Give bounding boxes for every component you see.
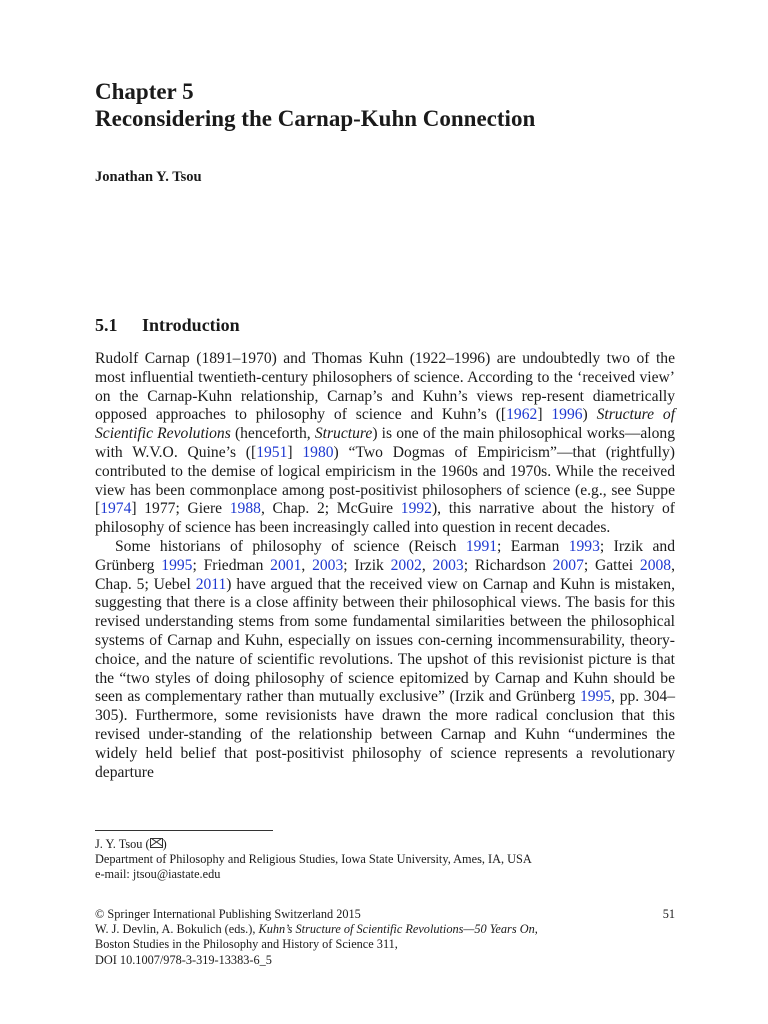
text-run: ] bbox=[537, 406, 552, 424]
section-heading bbox=[95, 315, 240, 336]
footnote-divider bbox=[95, 830, 273, 831]
citation-link[interactable]: 1988 bbox=[229, 500, 261, 518]
text-run: ) have argued that the received view on Carnap and Kuhn is mistaken, suggesting that there is a close affinity between their philosophical views. The basis for this revised understanding stems from some fundamental similarities between the philosophical systems of Carnap and Kuhn, especially on issues con-cerning incommensurability, theory-choice, and the nature of scientific revolutions. The upshot of this revisionist picture is that the “two styles of doing philosophy of science epitomized by Carnap and Kuhn should be seen as complementary rather than mutually exclusive” (Irzik and Grünberg bbox=[95, 575, 676, 706]
text-run: ) bbox=[582, 406, 597, 424]
text-run: ), this narrative about the history of philosophy of science has been increasingly called into question in recent decades. bbox=[95, 500, 676, 537]
section-title: Introduction bbox=[142, 315, 240, 335]
citation-link[interactable]: 1992 bbox=[400, 500, 432, 518]
chapter-title: Reconsidering the Carnap-Kuhn Connection bbox=[95, 106, 536, 131]
text-run: ) is one of the main philosophical works—along with W.V.O. Quine’s ([ bbox=[95, 425, 676, 461]
series-line: Boston Studies in the Philosophy and History of Science 311, bbox=[95, 937, 398, 952]
italic-title: Structure of Scientific Revolutions bbox=[95, 406, 676, 443]
text-run: , bbox=[421, 556, 433, 574]
footnote-affiliation: Department of Philosophy and Religious Studies, Iowa State University, Ames, IA, USA bbox=[95, 852, 532, 867]
book-title: Kuhn’s Structure of Scientific Revolutions—50 Years On, bbox=[258, 922, 538, 937]
text-run: ; Irzik and Grünberg bbox=[95, 537, 675, 574]
text-run: Some historians of philosophy of science (Reisch bbox=[115, 537, 466, 555]
italic-title: Structure bbox=[314, 425, 373, 443]
citation-link[interactable]: 1995 bbox=[579, 688, 612, 706]
footnote-email: e-mail: jtsou@iastate.edu bbox=[95, 867, 221, 882]
editors-line: W. J. Devlin, A. Bokulich (eds.), bbox=[95, 922, 259, 937]
book-page bbox=[95, 0, 675, 1024]
citation-link[interactable]: 2002 bbox=[390, 556, 422, 574]
envelope-icon bbox=[150, 838, 163, 848]
citation-link[interactable]: 1993 bbox=[568, 537, 600, 555]
body-text bbox=[95, 350, 675, 782]
chapter-label: Chapter 5 bbox=[95, 79, 194, 104]
citation-link[interactable]: 2011 bbox=[195, 575, 227, 593]
page-number: 51 bbox=[662, 907, 675, 921]
text-run: , Chap. 2; McGuire bbox=[260, 500, 401, 518]
doi-line: DOI 10.1007/978-3-319-13383-6_5 bbox=[95, 952, 272, 967]
paragraph-2 bbox=[95, 538, 675, 782]
copyright-line: © Springer International Publishing Switzerland 2015 bbox=[95, 907, 361, 921]
citation-link[interactable]: 1996 bbox=[551, 406, 583, 424]
text-run: ; Friedman bbox=[192, 556, 271, 574]
citation-link[interactable]: 1980 bbox=[302, 443, 334, 461]
text-run: , bbox=[301, 556, 313, 574]
citation-link[interactable]: 1995 bbox=[161, 556, 193, 574]
text-run: ; Irzik bbox=[343, 556, 391, 574]
footnote-author-close: ) bbox=[162, 837, 167, 851]
text-run: ] 1977; Giere bbox=[131, 500, 230, 518]
author-footnote bbox=[95, 837, 675, 883]
citation-link[interactable]: 1951 bbox=[256, 443, 288, 461]
citation-link[interactable]: 2003 bbox=[432, 556, 464, 574]
footnote-author: J. Y. Tsou ( bbox=[95, 837, 150, 851]
text-run: ; Earman bbox=[497, 537, 569, 555]
section-number: 5.1 bbox=[95, 315, 118, 335]
text-run: Rudolf Carnap (1891–1970) and Thomas Kuhn (1922–1996) are undoubtedly two of the most influential twentieth-century philosophers of science. According to the ‘received view’ on the Carnap-Kuhn relationship, Carnap’s and Kuhn’s views rep-resent diametrically opposed approaches to philosophy of science and Kuhn’s ([ bbox=[95, 350, 675, 424]
text-run: ; Gattei bbox=[583, 556, 640, 574]
text-run: (henceforth, bbox=[230, 425, 315, 443]
text-run: , pp. 304–305). Furthermore, some revisionists have drawn the more radical conclusion that this revised under-standing of the relationship between Carnap and Kuhn “undermines the widely held belief that post-positivist philosophy of science represents a revolutionary departure bbox=[95, 688, 675, 781]
text-run: ; Richardson bbox=[463, 556, 553, 574]
text-run: ) “Two Dogmas of Empiricism”—that (rightfully) contributed to the demise of logical empiricism in the 1960s and 1970s. While the received view has been commonplace among post-positivist philosophers of science (e.g., see Suppe [ bbox=[95, 443, 675, 518]
citation-link[interactable]: 1991 bbox=[465, 537, 498, 555]
publication-imprint bbox=[95, 907, 675, 968]
citation-link[interactable]: 2008 bbox=[639, 556, 672, 574]
paragraph-1 bbox=[95, 350, 675, 538]
citation-link[interactable]: 1974 bbox=[100, 500, 132, 518]
text-run: , Chap. 5; Uebel bbox=[95, 556, 675, 593]
text-run: ] bbox=[287, 443, 303, 461]
citation-link[interactable]: 2007 bbox=[552, 556, 584, 574]
citation-link[interactable]: 1962 bbox=[506, 406, 538, 424]
citation-link[interactable]: 2003 bbox=[312, 556, 344, 574]
citation-link[interactable]: 2001 bbox=[270, 556, 302, 574]
author-name: Jonathan Y. Tsou bbox=[95, 169, 202, 185]
